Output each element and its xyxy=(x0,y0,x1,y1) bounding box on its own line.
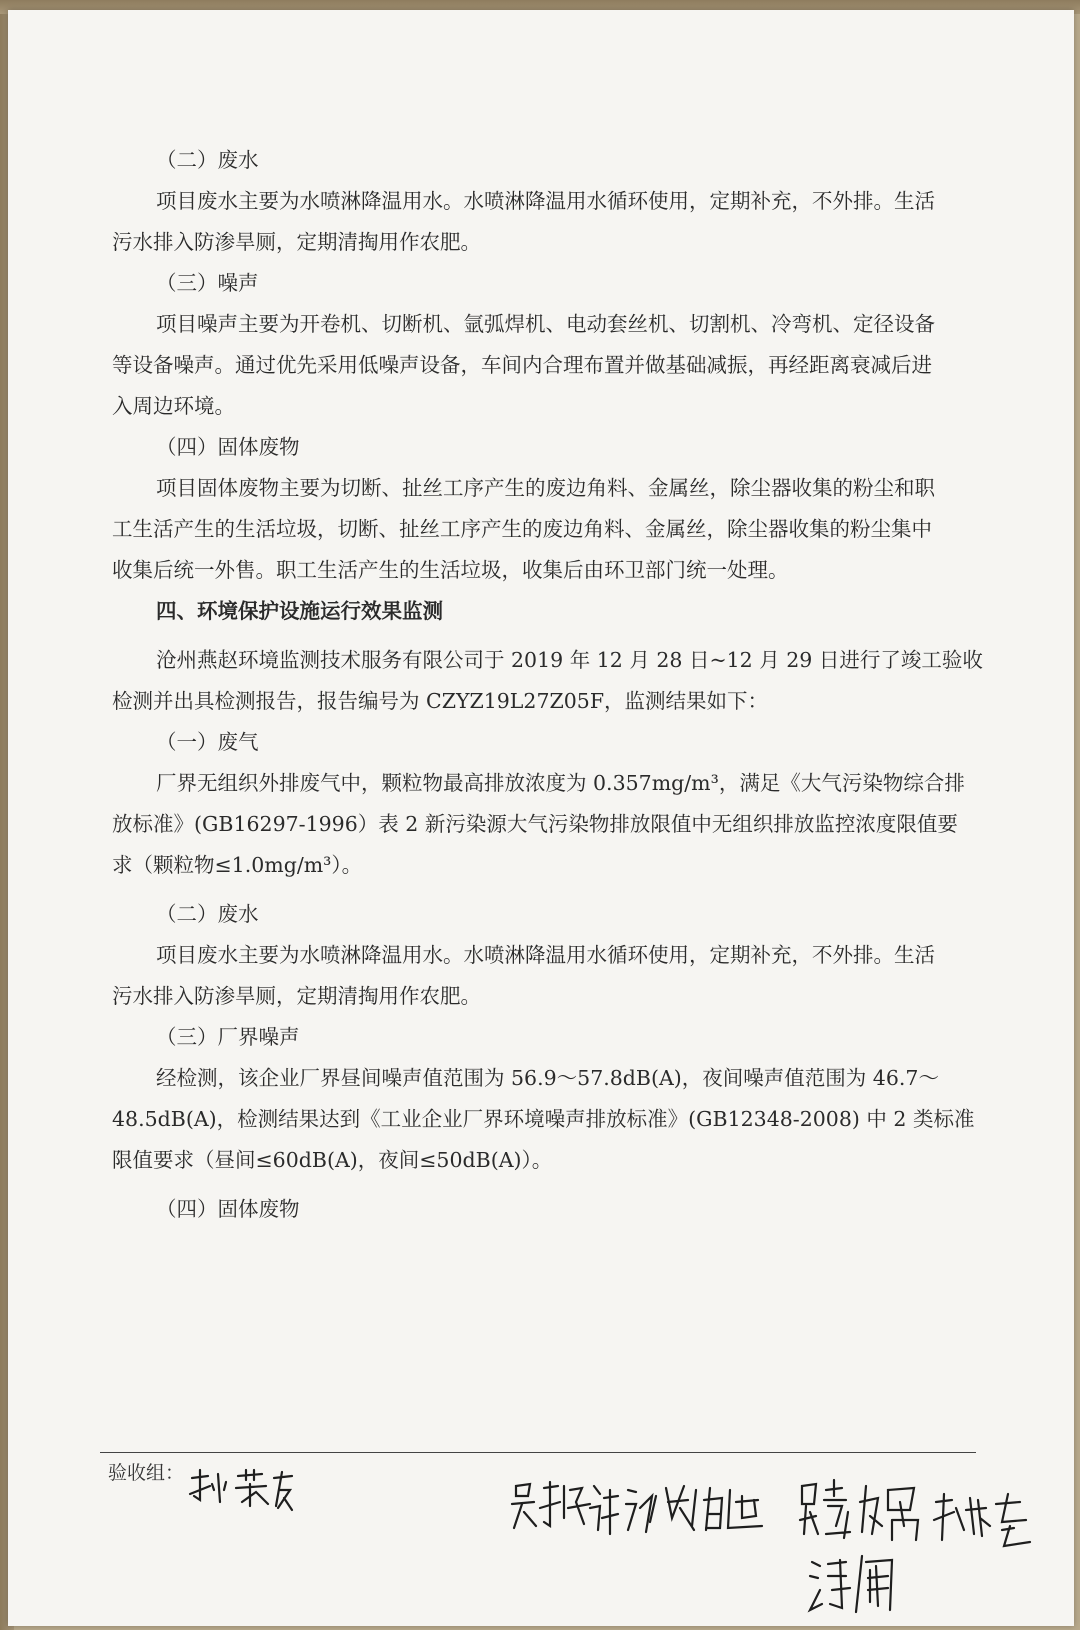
heading-noise: （三）噪声 xyxy=(156,271,259,295)
paragraph-line: 48.5dB(A)，检测结果达到《工业企业厂界环境噪声排放标准》(GB12348-2008) 中 2 类标准 xyxy=(112,1107,975,1131)
paragraph-line: 限值要求（昼间≤60dB(A)，夜间≤50dB(A)）。 xyxy=(112,1148,553,1172)
paragraph-line: 入周边环境。 xyxy=(112,394,235,418)
paragraph-line: 项目废水主要为水喷淋降温用水。水喷淋降温用水循环使用，定期补充，不外排。生活 xyxy=(156,943,935,967)
signature-1 xyxy=(186,1466,296,1516)
paragraph-line: 污水排入防渗旱厕，定期清掏用作农肥。 xyxy=(112,984,481,1008)
acceptance-group-label: 验收组： xyxy=(108,1462,185,1484)
paragraph-line: 检测并出具检测报告，报告编号为 CZYZ19L27Z05F，监测结果如下： xyxy=(112,689,769,713)
heading-exhaust-gas: （一）废气 xyxy=(156,730,259,754)
heading-solid-waste-monitoring: （四）固体废物 xyxy=(156,1197,300,1221)
paragraph-line: 污水排入防渗旱厕，定期清掏用作农肥。 xyxy=(112,230,481,254)
signature-2 xyxy=(510,1478,620,1542)
paragraph-line: 经检测，该企业厂界昼间噪声值范围为 56.9～57.8dB(A)，夜间噪声值范围为 46.7～ xyxy=(156,1066,939,1090)
paragraph-line: 求（颗粒物≤1.0mg/m³）。 xyxy=(112,853,363,877)
paragraph-line: 放标准》(GB16297-1996）表 2 新污染源大气污染物排放限值中无组织排放监控浓度限值要 xyxy=(112,812,958,836)
signature-3 xyxy=(622,1478,772,1542)
signature-4 xyxy=(796,1476,926,1546)
signature-5 xyxy=(930,1490,1040,1550)
section-four-title: 四、环境保护设施运行效果监测 xyxy=(156,599,443,623)
paragraph-line: 工生活产生的生活垃圾，切断、扯丝工序产生的废边角料、金属丝，除尘器收集的粉尘集中 xyxy=(112,517,932,541)
paragraph-line: 收集后统一外售。职工生活产生的生活垃圾，收集后由环卫部门统一处理。 xyxy=(112,558,789,582)
paragraph-line: 项目固体废物主要为切断、扯丝工序产生的废边角料、金属丝，除尘器收集的粉尘和职 xyxy=(156,476,935,500)
heading-wastewater: （二）废水 xyxy=(156,148,259,172)
document-body xyxy=(112,140,992,1230)
footer-divider xyxy=(100,1452,976,1453)
paragraph-line: 厂界无组织外排废气中，颗粒物最高排放浓度为 0.357mg/m³，满足《大气污染物综合排 xyxy=(156,771,965,795)
signature-6 xyxy=(806,1550,906,1620)
paragraph-line: 等设备噪声。通过优先采用低噪声设备，车间内合理布置并做基础减振，再经距离衰减后进 xyxy=(112,353,932,377)
paragraph-line: 沧州燕赵环境监测技术服务有限公司于 2019 年 12 月 28 日~12 月 29 日进行了竣工验收 xyxy=(156,648,983,672)
heading-wastewater-monitoring: （二）废水 xyxy=(156,902,259,926)
heading-boundary-noise: （三）厂界噪声 xyxy=(156,1025,300,1049)
paragraph-line: 项目废水主要为水喷淋降温用水。水喷淋降温用水循环使用，定期补充，不外排。生活 xyxy=(156,189,935,213)
paragraph-line: 项目噪声主要为开卷机、切断机、氩弧焊机、电动套丝机、切割机、冷弯机、定径设备 xyxy=(156,312,935,336)
heading-solid-waste: （四）固体废物 xyxy=(156,435,300,459)
